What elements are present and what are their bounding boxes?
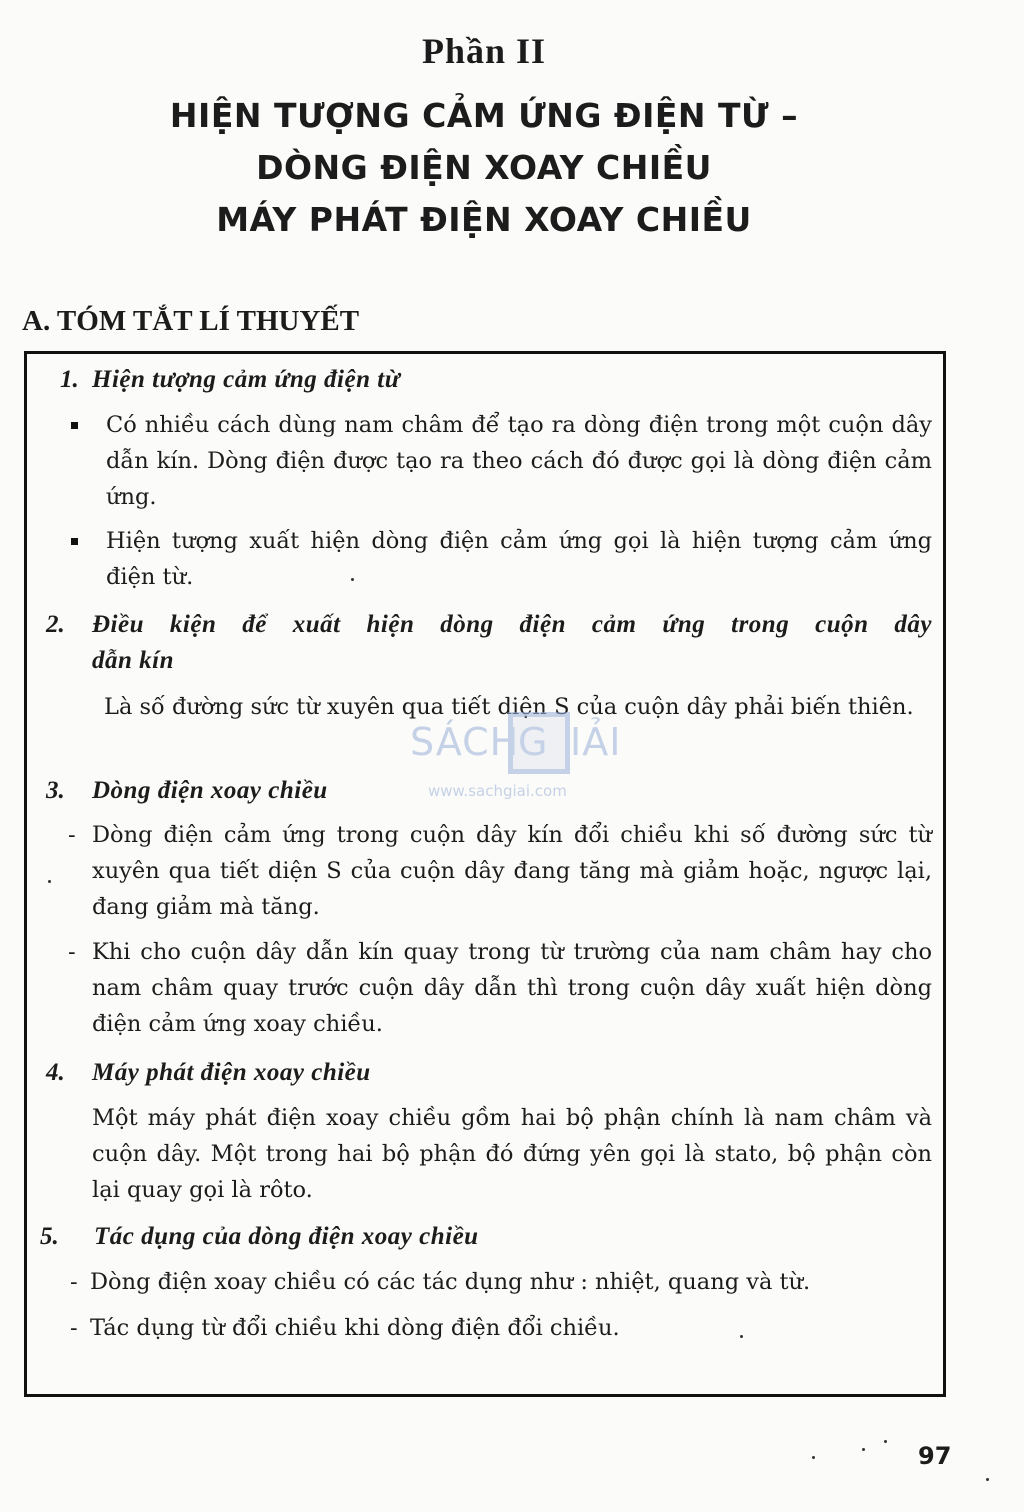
item-3-number: 3. <box>46 777 65 804</box>
item-1-point-1: Có nhiều cách dùng nam châm để tạo ra dòng điện trong một cuộn dây dẫn kín. Dòng điện được tạo ra theo cách đó được gọi là dòng điện cảm ứng. <box>106 412 932 510</box>
item-3-point-2: Khi cho cuộn dây dẫn kín quay trong từ trường của nam châm hay cho nam châm quay trước cuộn dây dẫn thì trong cuộn dây xuất hiện dòng điện cảm ứng xoay chiều. <box>92 939 932 1037</box>
item-5-point-1: Dòng điện xoay chiều có các tác dụng như : nhiệt, quang và từ. <box>90 1269 811 1295</box>
dash-marker: - <box>70 1269 78 1295</box>
item-5-point-2: Tác dụng từ đổi chiều khi dòng điện đổi chiều. <box>90 1315 620 1341</box>
item-5-heading: Tác dụng của dòng điện xoay chiều <box>94 1223 479 1250</box>
watermark-word-right: IẢI <box>570 720 622 764</box>
item-1-heading: Hiện tượng cảm ứng điện từ <box>92 366 401 393</box>
scan-speck <box>812 1456 815 1459</box>
part-label: Phần II <box>421 31 547 71</box>
chapter-title-line-1: HIỆN TƯỢNG CẢM ỨNG ĐIỆN TỪ – <box>169 96 799 135</box>
scan-speck <box>740 1335 743 1338</box>
item-4-number: 4. <box>46 1059 65 1086</box>
item-2-heading-line-1: Điều kiện để xuất hiện dòng điện cảm ứng trong cuộn dây <box>92 611 932 638</box>
item-2-heading-line-2: dẫn kín <box>92 647 175 674</box>
bullet-marker <box>71 422 78 429</box>
scan-speck <box>986 1478 989 1481</box>
item-2-number: 2. <box>46 611 65 638</box>
item-5-number: 5. <box>40 1223 59 1250</box>
dash-marker: - <box>68 939 76 965</box>
dash-marker: - <box>70 1315 78 1341</box>
item-3-point-1: Dòng điện cảm ứng trong cuộn dây kín đổi chiều khi số đường sức từ xuyên qua tiết diện S của cuộn dây đang tăng mà giảm hoặc, ngược lại, đang giảm mà tăng. <box>92 822 932 920</box>
sachgiai-watermark <box>410 712 620 804</box>
dash-marker: - <box>68 822 76 848</box>
item-1-number: 1. <box>60 366 79 393</box>
watermark-url: www.sachgiai.com <box>428 782 567 800</box>
chapter-title-line-2: DÒNG ĐIỆN XOAY CHIỀU <box>256 148 712 187</box>
item-4-heading: Máy phát điện xoay chiều <box>92 1059 371 1086</box>
page-number: 97 <box>918 1442 952 1470</box>
scan-speck <box>351 578 354 581</box>
scan-speck <box>48 880 51 883</box>
watermark-word-box: G <box>518 720 549 764</box>
section-heading: A. TÓM TẮT LÍ THUYẾT <box>22 305 360 337</box>
item-3-heading: Dòng điện xoay chiều <box>92 777 328 804</box>
item-2-body: Là số đường sức từ xuyên qua tiết diện S của cuộn dây phải biến thiên. <box>104 694 914 720</box>
item-1-point-2: Hiện tượng xuất hiện dòng điện cảm ứng gọi là hiện tượng cảm ứng điện từ. <box>106 528 932 590</box>
scan-speck <box>884 1440 887 1443</box>
item-4-body: Một máy phát điện xoay chiều gồm hai bộ phận chính là nam châm và cuộn dây. Một trong hai bộ phận đó đứng yên gọi là stato, bộ phận còn lại quay gọi là rôto. <box>92 1105 932 1203</box>
scan-speck <box>862 1448 865 1451</box>
bullet-marker <box>71 538 78 545</box>
chapter-title-line-3: MÁY PHÁT ĐIỆN XOAY CHIỀU <box>216 200 752 239</box>
watermark-word-left: SÁCH <box>410 720 520 764</box>
